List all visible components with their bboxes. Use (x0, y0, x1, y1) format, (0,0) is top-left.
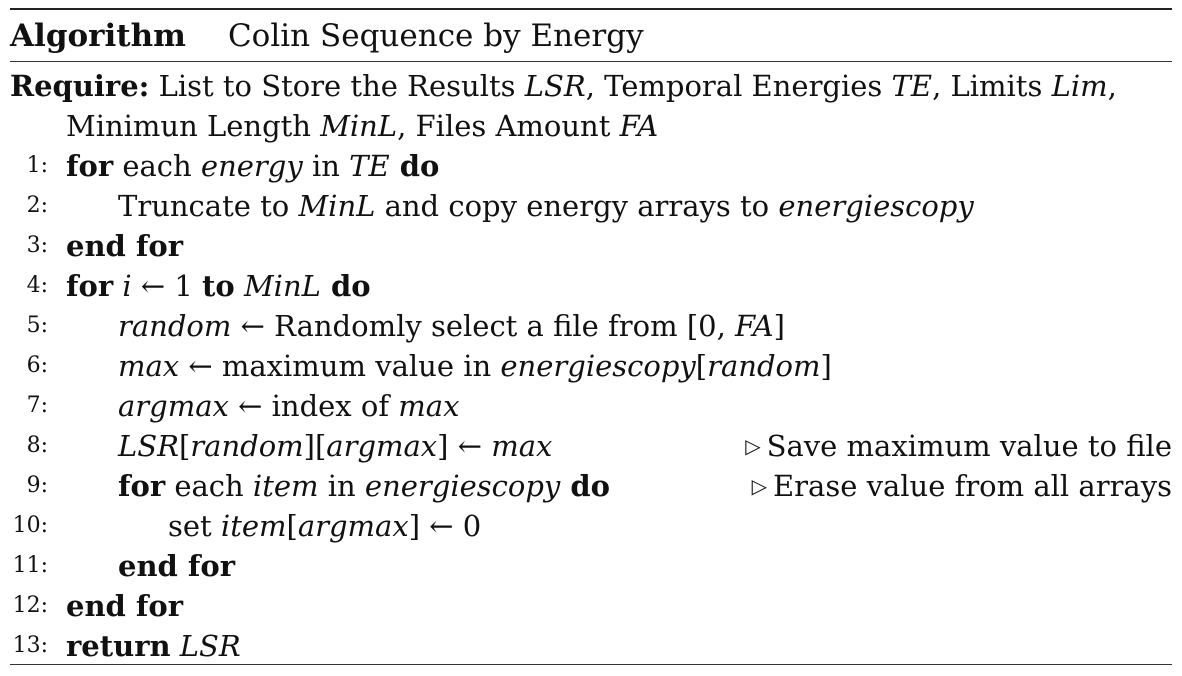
algo-line-3 (10, 226, 1172, 266)
line-body (118, 466, 610, 506)
bottom-rule (10, 664, 1172, 665)
require-text: , Files Amount (397, 109, 620, 143)
line-number: 9: (26, 473, 48, 498)
require-math: FA (619, 109, 659, 143)
math: argmax (118, 389, 229, 423)
math: TE (349, 149, 390, 183)
algo-line-10 (10, 506, 1172, 546)
require-math: LSR (524, 69, 586, 103)
math: random (190, 429, 304, 463)
line-body (118, 386, 459, 426)
math: LSR (118, 429, 179, 463)
algo-line-8 (10, 426, 1172, 466)
require-text: Minimun Length (66, 109, 321, 143)
require-text: , Temporal Energies (585, 69, 892, 103)
text: ] ← (437, 429, 492, 463)
algo-line-9 (10, 466, 1172, 506)
text: in (318, 469, 365, 503)
math: energy (200, 149, 303, 183)
require-text: List to Store the Results (158, 69, 525, 103)
line-number: 10: (12, 513, 48, 538)
math: argmax (297, 509, 409, 543)
line-number: 11: (12, 553, 48, 578)
line-number: 2: (26, 193, 48, 218)
text: ← 1 (131, 269, 203, 303)
text: ← maximum value in (179, 349, 501, 383)
require-math: TE (891, 69, 933, 103)
math: argmax (326, 429, 438, 463)
line-body (118, 186, 974, 226)
text: ] (773, 309, 785, 343)
line-number: 8: (26, 433, 48, 458)
line-body (66, 586, 183, 626)
require-math: Lim (1051, 69, 1108, 103)
top-rule (10, 8, 1172, 10)
math: LSR (170, 629, 241, 663)
line-number: 6: (26, 353, 48, 378)
require-text: , (1107, 69, 1117, 103)
line-body (118, 426, 552, 466)
keyword: return (66, 629, 171, 663)
line-number: 13: (12, 633, 48, 658)
text: ] ← 0 (408, 509, 482, 543)
comment-triangle-icon: ▷ (745, 434, 761, 458)
algorithm-title: Colin Sequence by Energy (227, 18, 644, 54)
require-continuation (10, 106, 1117, 146)
algorithm-keyword: Algorithm (10, 18, 186, 54)
line-body (66, 626, 241, 666)
keyword: end for (118, 549, 236, 583)
line-body (118, 546, 235, 586)
line-comment (745, 426, 1172, 469)
math: random (707, 349, 821, 383)
comment-triangle-icon: ▷ (751, 474, 767, 498)
require-block (10, 66, 1117, 146)
line-body (66, 266, 371, 306)
text: ← Randomly select a file from [0, (231, 309, 736, 343)
text: each (113, 149, 201, 183)
keyword: do (389, 149, 440, 183)
math: energiescopy (778, 189, 974, 223)
math: energiescopy (500, 349, 696, 383)
algo-line-1 (10, 146, 1172, 186)
algo-line-2 (10, 186, 1172, 226)
algo-line-5 (10, 306, 1172, 346)
line-body (168, 506, 481, 546)
comment-text: Save maximum value to file (766, 429, 1172, 463)
math: max (491, 429, 553, 463)
algorithm-header (10, 16, 644, 56)
algo-line-12 (10, 586, 1172, 626)
math: max (118, 349, 180, 383)
text: Truncate to (118, 189, 299, 223)
line-body (66, 146, 439, 186)
keyword: for (66, 269, 114, 303)
text: set (168, 509, 221, 543)
text: ][ (303, 429, 327, 463)
algo-line-11 (10, 546, 1172, 586)
text: and copy energy arrays to (375, 189, 779, 223)
algo-line-4 (10, 266, 1172, 306)
math: FA (735, 309, 774, 343)
algo-line-6 (10, 346, 1172, 386)
math: item (220, 509, 287, 543)
require-math: MinL (320, 109, 398, 143)
text: ← index of (228, 389, 399, 423)
math: MinL (298, 189, 376, 223)
line-body (66, 226, 183, 266)
header-rule (10, 61, 1172, 62)
math: item (252, 469, 319, 503)
math: random (118, 309, 232, 343)
require-text: , Limits (932, 69, 1052, 103)
text: [ (695, 349, 708, 383)
keyword: for (66, 149, 114, 183)
line-number: 3: (26, 233, 48, 258)
comment-text: Erase value from all arrays (773, 469, 1172, 503)
keyword: for (118, 469, 166, 503)
keyword: end for (66, 589, 184, 623)
math: max (398, 389, 460, 423)
line-body (118, 306, 785, 346)
text: [ (178, 429, 191, 463)
math: MinL (234, 269, 321, 303)
text: [ (286, 509, 298, 543)
keyword: do (560, 469, 611, 503)
algo-line-7 (10, 386, 1172, 426)
line-comment (752, 466, 1172, 509)
keyword: end for (66, 229, 184, 263)
math: energiescopy (364, 469, 561, 503)
keyword: to (202, 269, 235, 303)
algo-line-13 (10, 626, 1172, 666)
keyword: do (320, 269, 371, 303)
text: in (302, 149, 350, 183)
line-number: 1: (26, 153, 48, 178)
math: i (113, 269, 132, 303)
line-number: 5: (26, 313, 48, 338)
line-number: 12: (12, 593, 48, 618)
line-number: 4: (26, 273, 48, 298)
text: each (165, 469, 253, 503)
require-keyword: Require: (10, 69, 150, 103)
line-number: 7: (26, 393, 48, 418)
text: ] (820, 349, 832, 383)
line-body (118, 346, 832, 386)
